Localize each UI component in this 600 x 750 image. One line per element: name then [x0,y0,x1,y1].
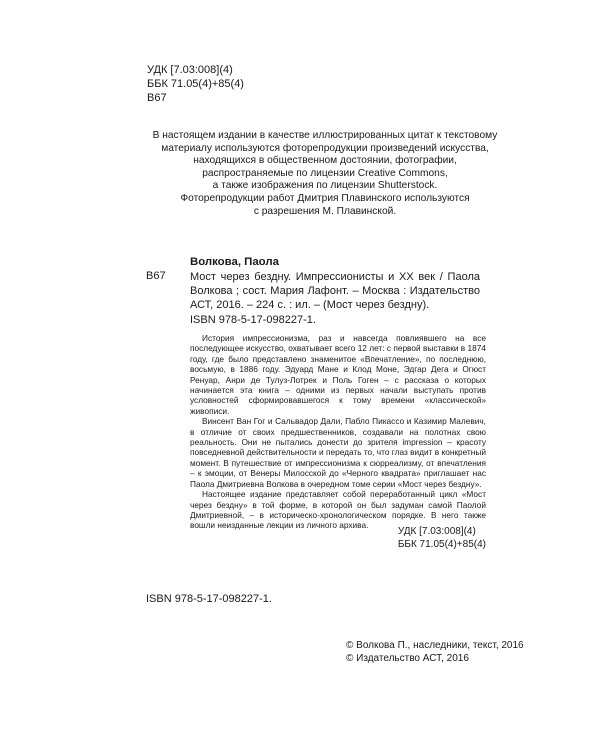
notice-line: распространяемые по лицензии Creative Commons, [202,167,448,179]
footer-classification [398,526,486,551]
notice-line: находящихся в общественном достоянии, фотографии, [193,155,457,167]
author-sign: В67 [147,92,167,104]
notice-line: а также изображения по лицензии Shutterstock. [212,180,438,192]
annotation-paragraph: Настоящее издание представляет собой переработанный цикл «Мост через бездну» в той форме, в которой он был задуман самой Паолой Дмитриевной, – в историческо-хронологическом порядке. В него также вошли неизданные лекции из личного архива. [190,489,486,531]
udk-code: УДК [7.03:008](4) [147,64,233,76]
annotation [190,333,486,531]
image-license-notice [150,130,500,218]
notice-line: с разрешения М. Плавинской. [253,205,397,217]
catalog-author: Волкова, Паола [190,256,279,268]
isbn-bottom: ISBN 978-5-17-098227-1. [146,593,272,605]
catalog-isbn: ISBN 978-5-17-098227-1. [190,314,316,326]
annotation-paragraph: Винсент Ван Гог и Сальвадор Дали, Пабло Пикассо и Казимир Малевич, в отличие от своих предшественников, создавали на полотнах свою реальность. Они не пытались донести до зрителя impression – красоту повседневной действительности и передать то, что глаз видит в конкретный момент. В путешествие от импрессионизма к сюрреализму, от впечатления – к эмоции, от Венеры Милосской до «Черного квадрата» приглашает нас Паола Дмитриевна Волкова в очередном томе серии «Мост через бездну». [190,416,486,489]
footer-udk-code: УДК [7.03:008](4) [397,526,476,537]
notice-line: В настоящем издании в качестве иллюстрированных цитат к текстовому [152,130,498,141]
bbk-code: ББК 71.05(4)+85(4) [147,78,244,90]
notice-line: Фоторепродукции работ Дмитрия Плавинского используются [180,192,470,204]
footer-bbk-code: ББК 71.05(4)+85(4) [397,538,486,550]
copyright-line: © Издательство АСТ, 2016 [346,652,469,664]
copyright-line: © Волкова П., наследники, текст, 2016 [346,640,524,651]
notice-line: материалу используются фоторепродукции произведений искусства, [161,142,489,154]
annotation-paragraph: История импрессионизма, раз и навсегда повлиявшего на все последующее искусство, охватывает всего 12 лет: с первой выставки в 1874 году, где было представлено знаменитое «Впечатление», по последнюю, восьмую, в 1886 году. Эдуард Мане и Клод Моне, Эдгар Дега и Огюст Ренуар, Анри де Тулуз-Лотрек и Поль Гоген – с рассказа о которых начинается эта книга – одними из первых начали выступать против условностей сформировавшегося к тому времени «классической» живописи. [190,333,486,416]
catalog-sign: В67 [146,270,166,282]
bibliographic-description: Мост через бездну. Импрессионисты и XX век / Паола Волкова ; сост. Мария Лафонт. – Москва : Издательство АСТ, 2016. – 224 с. : ил. – (Мост через бездну). [190,271,480,311]
copyright-block [346,640,524,665]
classification-header [147,63,244,105]
